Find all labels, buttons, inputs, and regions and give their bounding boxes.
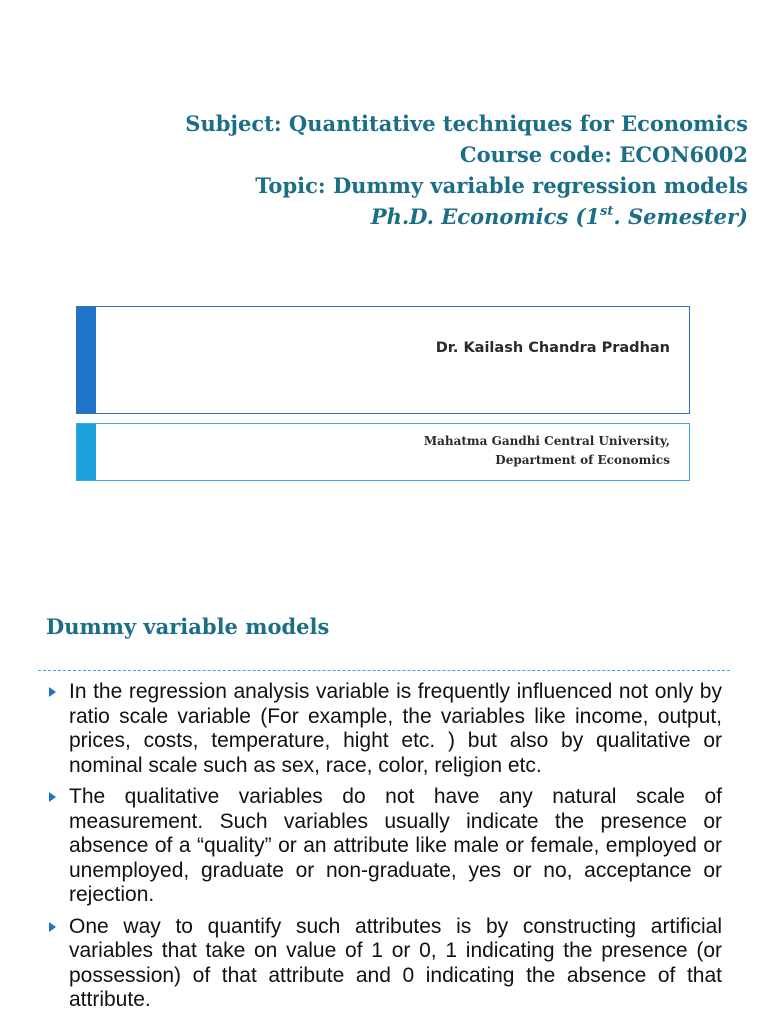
course-code-line: Course code: ECON6002 <box>459 142 748 167</box>
subject-line: Subject: Quantitative techniques for Economics <box>185 111 748 136</box>
bullet-item <box>46 680 722 778</box>
bullet-list <box>46 680 722 1020</box>
title-block <box>48 108 748 232</box>
program-superscript: st <box>600 204 614 219</box>
program-suffix: . Semester) <box>613 204 748 229</box>
topic-line: Topic: Dummy variable regression models <box>255 173 748 198</box>
institution-accent-bar <box>77 424 96 480</box>
bullet-item <box>46 915 722 1013</box>
bullet-item <box>46 785 722 908</box>
triangle-bullet-icon <box>49 922 56 932</box>
institution-text <box>424 432 670 470</box>
content-slide <box>0 586 768 1024</box>
program-line <box>48 201 748 232</box>
title-divider <box>38 670 730 671</box>
bullet-text: In the regression analysis variable is frequently influenced not only by ratio scale variable (For example, the variables like income, output, prices, costs, temperature, hight etc. ) but also by qualitative or nominal scale such as sex, race, color, religion etc. <box>69 680 722 777</box>
slide-title: Dummy variable models <box>46 614 330 639</box>
triangle-bullet-icon <box>49 792 56 802</box>
author-name: Dr. Kailash Chandra Pradhan <box>435 340 670 356</box>
bullet-text: The qualitative variables do not have any natural scale of measurement. Such variables usually indicate the presence or absence of a “quality” or an attribute like male or female, employed or unemployed, graduate or non-graduate, yes or no, acceptance or rejection. <box>69 785 722 906</box>
triangle-bullet-icon <box>49 687 56 697</box>
author-accent-bar <box>77 307 96 413</box>
department-name: Department of Economics <box>495 453 670 467</box>
author-box <box>76 306 690 414</box>
university-name: Mahatma Gandhi Central University, <box>423 434 670 448</box>
institution-box <box>76 423 690 481</box>
bullet-text: One way to quantify such attributes is by constructing artificial variables that take on value of 1 or 0, 1 indicating the presence (or possession) of that attribute and 0 indicating the absence of that attribute. <box>69 914 722 1011</box>
program-prefix: Ph.D. Economics (1 <box>370 204 601 229</box>
